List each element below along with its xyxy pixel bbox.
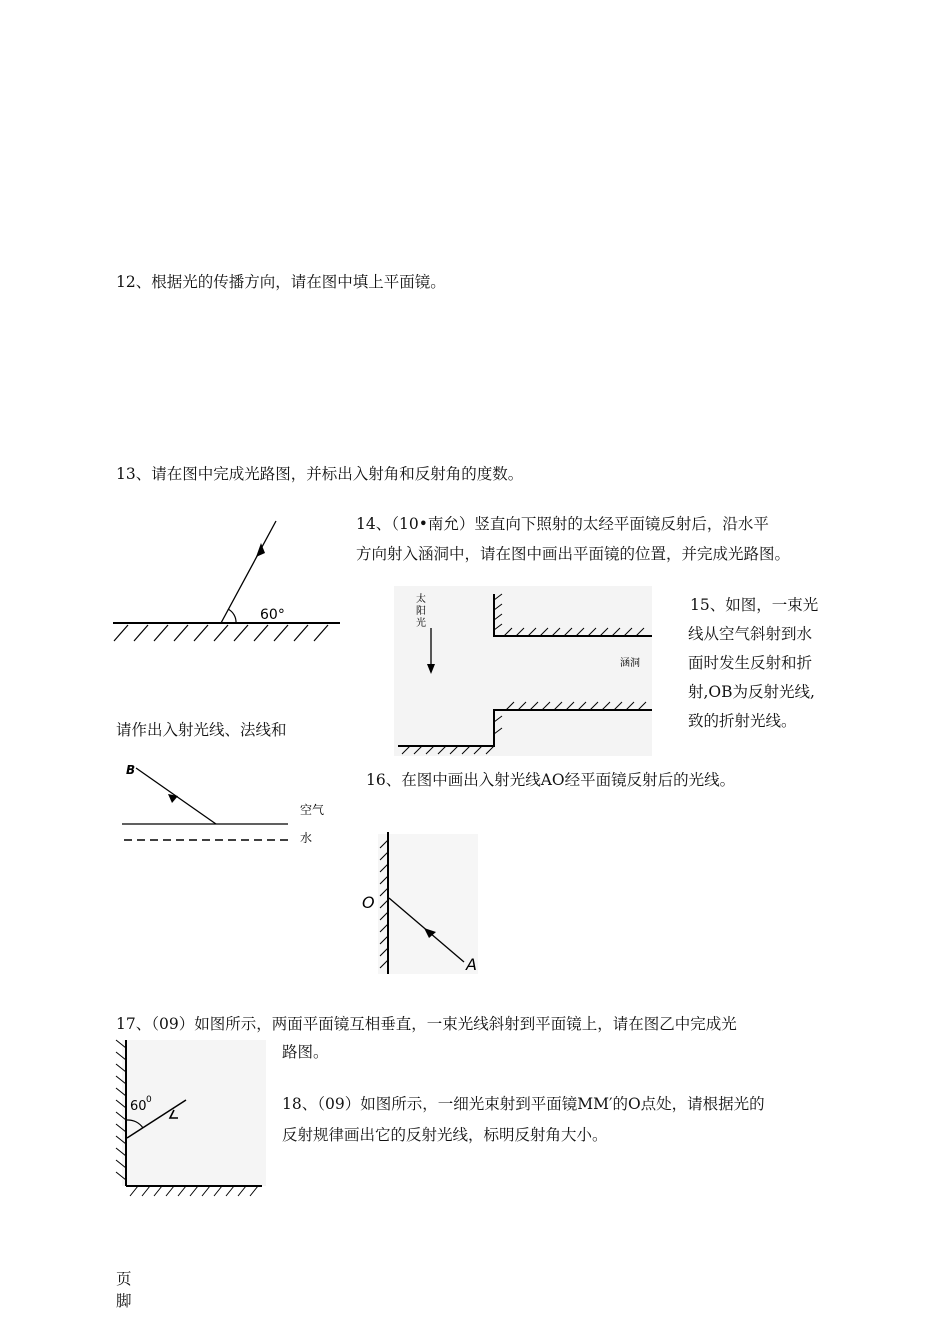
question-15-cut-text-span: 请作出入射光线、法线和: [116, 721, 287, 739]
culvert-label: 涵洞: [620, 658, 640, 669]
page-footer: [116, 1268, 136, 1312]
question-17-line-2: 路图。: [282, 1043, 329, 1061]
question-16-figure: [358, 830, 488, 978]
question-15-figure: [116, 758, 341, 848]
question-15-line-4: 射,OB为反射光线,: [688, 683, 815, 701]
degree-mark: 0: [146, 1095, 152, 1105]
question-18-line-2: 反射规律画出它的反射光线，标明反射角大小。: [282, 1126, 608, 1144]
question-15-line-5: 致的折射光线。: [688, 712, 797, 730]
figure-background: [378, 834, 478, 974]
point-a-label: A: [466, 955, 477, 974]
figure-background: [394, 586, 652, 756]
water-label: 水: [300, 831, 313, 845]
sun-label-3: 光: [416, 618, 426, 629]
sun-label-1: 太: [416, 594, 426, 605]
question-13-figure: [108, 515, 348, 655]
angle-label: 60°: [260, 607, 285, 623]
footer-char-2: 脚: [116, 1292, 132, 1310]
point-o-label: O: [362, 893, 375, 912]
question-14-line-1: 14、（10•南允）竖直向下照射的太经平面镜反射后，沿水平: [356, 515, 769, 533]
question-12-text: 12、根据光的传播方向，请在图中填上平面镜。: [116, 273, 446, 291]
question-17-line-1: 17、（09）如图所示，两面平面镜互相垂直，一束光线斜射到平面镜上，请在图乙中完成光: [116, 1015, 737, 1033]
question-15-cut-text: [116, 718, 287, 739]
footer-char-1: 页: [116, 1270, 132, 1288]
sun-label-2: 阳: [416, 606, 426, 617]
ray-arrow-icon: [168, 794, 178, 803]
question-15-line-1: 15、如图，一束光: [690, 596, 819, 614]
question-16-text: 16、在图中画出入射光线AO经平面镜反射后的光线。: [366, 771, 736, 789]
air-label: 空气: [300, 803, 325, 817]
question-15-line-3: 面时发生反射和折: [688, 654, 813, 672]
question-15-line-2: 线从空气斜射到水: [688, 625, 813, 643]
question-18-line-1: 18、（09）如图所示，一细光束射到平面镜MM′的O点处，请根据光的: [282, 1095, 765, 1113]
question-13-text: 13、请在图中完成光路图，并标出入射角和反射角的度数。: [116, 465, 524, 483]
question-14-figure: [394, 586, 652, 756]
mirror-hatching: [114, 625, 328, 641]
question-14-line-2: 方向射入涵洞中，请在图中画出平面镜的位置，并完成光路图。: [356, 545, 791, 563]
question-17-figure: [108, 1038, 268, 1200]
angle-arc: [228, 609, 236, 623]
point-b-label: B: [126, 763, 136, 777]
angle-label: 60: [130, 1099, 147, 1114]
